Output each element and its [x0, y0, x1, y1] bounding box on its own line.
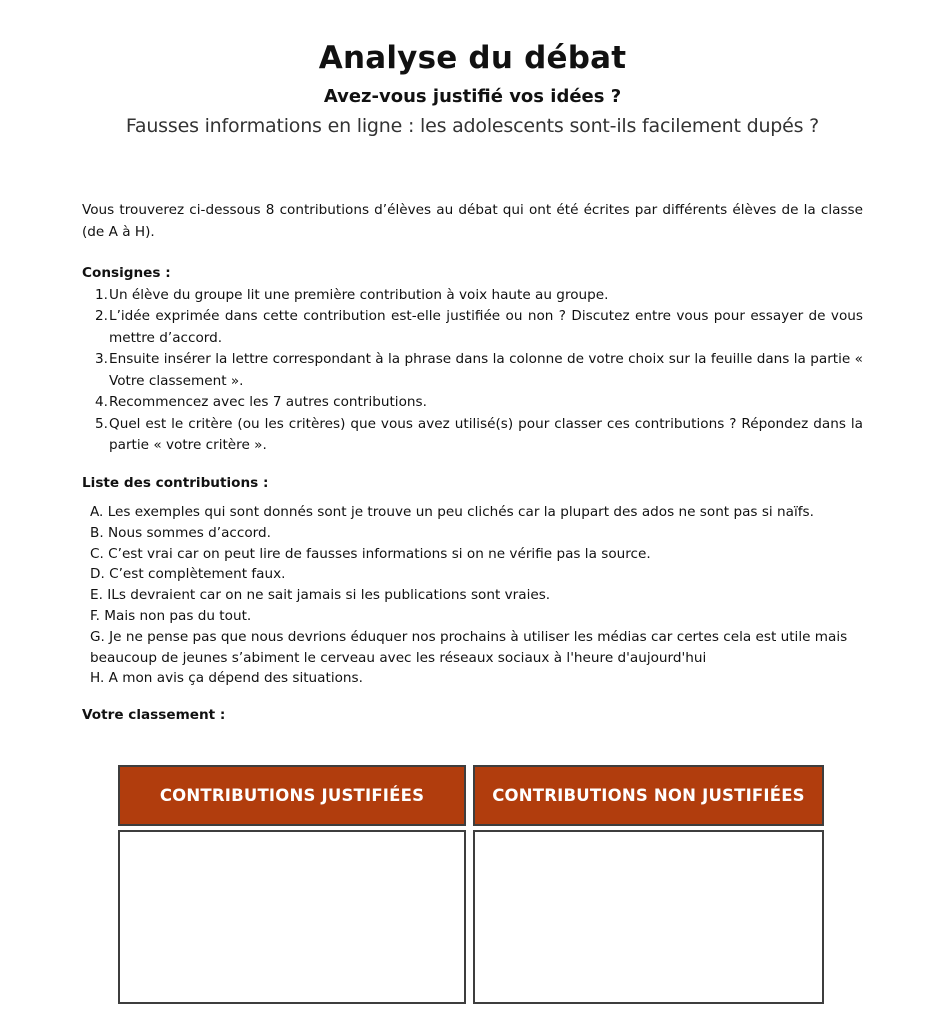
not-justified-column-label: CONTRIBUTIONS NON JUSTIFIÉES [492, 786, 805, 805]
instruction-item [82, 392, 863, 414]
instruction-text: Ensuite insérer la lettre correspondant à la phrase dans la colonne de votre choix sur la feuille dans la partie « Votre classement ». [109, 351, 863, 389]
instruction-number: 1. [95, 286, 108, 303]
instruction-item [82, 349, 863, 392]
contribution-item: A. Les exemples qui sont donnés sont je trouve un peu clichés car la plupart des ados ne sont pas si naïfs. [90, 504, 814, 520]
instruction-number: 5. [95, 415, 108, 432]
intro-paragraph: Vous trouverez ci-dessous 8 contributions d’élèves au débat qui ont été écrites par différents élèves de la classe (de A à H). [82, 202, 863, 240]
not-justified-column-header [473, 765, 824, 826]
instruction-number: 4. [95, 394, 108, 410]
contribution-item: H. A mon avis ça dépend des situations. [90, 670, 363, 687]
page-subtitle: Avez-vous justifié vos idées ? [323, 86, 622, 107]
instructions-heading: Consignes : [82, 265, 171, 281]
instruction-number: 2. [95, 308, 108, 324]
contributions-list [82, 502, 863, 689]
ranking-heading: Votre classement : [82, 707, 226, 724]
page-title: Analyse du débat [318, 40, 627, 76]
contribution-item: E. ILs devraient car on ne sait jamais si les publications sont vraies. [90, 587, 551, 604]
contribution-item: F. Mais non pas du tout. [90, 607, 252, 624]
contribution-item: D. C’est complètement faux. [90, 566, 286, 583]
instruction-number: 3. [95, 351, 108, 367]
page-header [0, 0, 945, 140]
justified-column-header [118, 765, 466, 826]
instruction-text: Quel est le critère (ou les critères) que vous avez utilisé(s) pour classer ces contributions ? Répondez dans la partie « votre critère ». [109, 415, 863, 453]
instruction-text: Recommencez avec les 7 autres contributions. [109, 394, 427, 410]
not-justified-answer-box[interactable] [473, 830, 824, 1004]
contributions-heading: Liste des contributions : [82, 474, 269, 491]
instruction-item [82, 306, 863, 349]
contribution-item: C. C’est vrai car on peut lire de fausses informations si on ne vérifie pas la source. [90, 545, 651, 562]
instructions-list [82, 285, 863, 457]
contribution-item: G. Je ne pense pas que nous devrions éduquer nos prochains à utiliser les médias car certes cela est utile mais beaucoup de jeunes s’abiment le cerveau avec les réseaux sociaux à l'heure d'aujourd'hui [90, 628, 848, 666]
justified-answer-box[interactable] [118, 830, 466, 1004]
justified-column-label: CONTRIBUTIONS JUSTIFIÉES [159, 786, 425, 805]
instruction-text: Un élève du groupe lit une première contribution à voix haute au groupe. [109, 286, 609, 303]
debate-topic: Fausses informations en ligne : les adolescents sont-ils facilement dupés ? [125, 115, 820, 137]
contribution-item: B. Nous sommes d’accord. [90, 524, 271, 541]
worksheet-body [82, 200, 863, 727]
instruction-text: L’idée exprimée dans cette contribution est-elle justifiée ou non ? Discutez entre vous pour essayer de vous mettre d’accord. [109, 308, 863, 346]
instruction-item [82, 285, 863, 307]
instruction-item [82, 414, 863, 457]
